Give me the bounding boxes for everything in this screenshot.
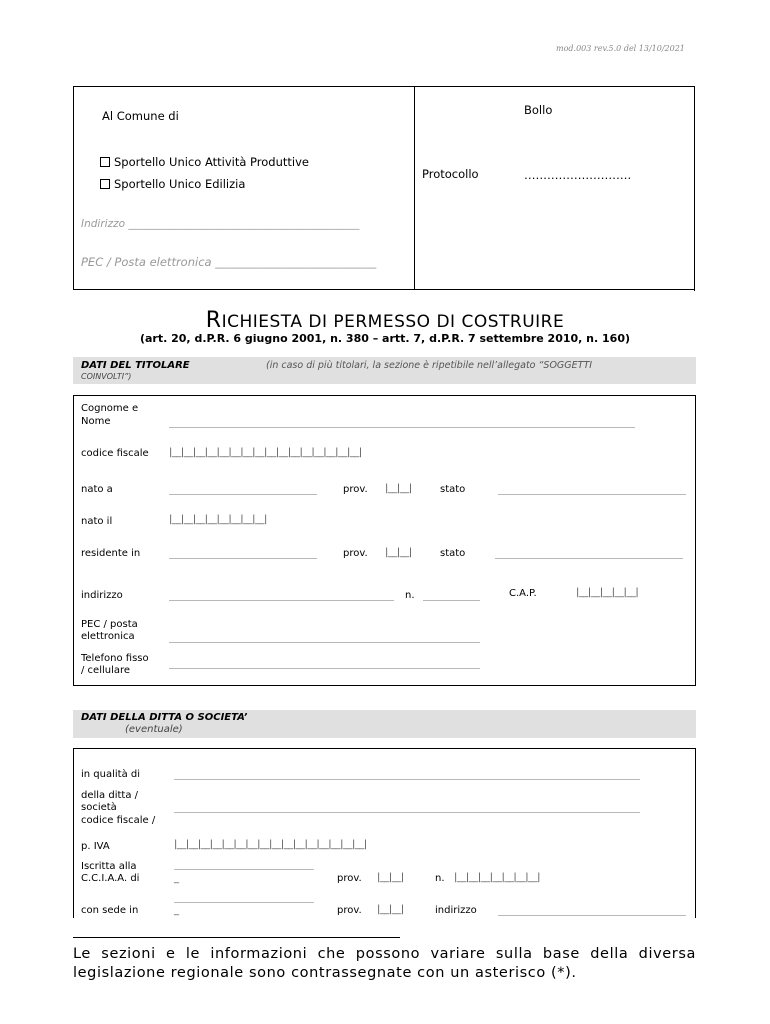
telefono-input[interactable] <box>169 668 480 669</box>
ditta-section-header <box>73 710 696 738</box>
nato-stato-input[interactable] <box>498 494 686 495</box>
ditta-heading: DATI DELLA DITTA O SOCIETA’ <box>81 712 248 723</box>
recipient-box-divider <box>414 87 415 290</box>
sede-label: con sede in <box>81 905 139 916</box>
piva-input[interactable]: |__|__|__|__|__|__|__|__|__|__|__|__|__|__|__|__| <box>174 839 367 850</box>
sede-indirizzo-label: indirizzo <box>435 905 477 916</box>
residente-label: residente in <box>81 548 141 559</box>
protocollo-label: Protocollo <box>422 167 479 181</box>
recipient-box <box>73 86 695 290</box>
pec-label-1: PEC / posta <box>81 619 138 630</box>
titolare-section-header <box>73 357 696 384</box>
sede-underscore: _ <box>174 905 179 916</box>
piva-label: p. IVA <box>81 841 110 852</box>
cciaa-prov-input[interactable]: |__|__| <box>377 872 404 883</box>
ditta-label-2: società <box>81 802 117 813</box>
cognome-label-2: Nome <box>81 416 111 427</box>
qualita-label: in qualità di <box>81 769 141 780</box>
title-rest: ICHIESTA DI PERMESSO DI COSTRUIRE <box>221 312 565 332</box>
document-subtitle: (art. 20, d.P.R. 6 giugno 2001, n. 380 – artt. 7, d.P.R. 7 settembre 2010, n. 160) <box>139 332 630 345</box>
titolare-note-cont: COINVOLTI”) <box>81 372 132 381</box>
telefono-label-1: Telefono fisso <box>81 653 149 664</box>
pec-label-2: elettronica <box>81 631 135 642</box>
cap-input[interactable]: |__|__|__|__|__| <box>576 587 639 598</box>
option-suap[interactable] <box>100 155 309 169</box>
nato-prov-input[interactable]: |__|__| <box>385 483 412 494</box>
codice-fiscale-label: codice fiscale <box>81 448 149 459</box>
nato-a-label: nato a <box>81 484 113 495</box>
nato-prov-label: prov. <box>343 484 368 495</box>
protocollo-field[interactable]: ………………………. <box>524 168 632 182</box>
title-initial: R <box>205 308 222 333</box>
nato-il-label: nato il <box>81 516 113 527</box>
sede-input[interactable] <box>174 902 314 903</box>
sede-indirizzo-input[interactable] <box>498 915 686 916</box>
ditta-box <box>73 748 696 918</box>
nato-stato-label: stato <box>440 484 466 495</box>
ditta-label-1: della ditta / <box>81 790 139 801</box>
cognome-input[interactable] <box>169 427 635 428</box>
pec-input[interactable] <box>169 642 480 643</box>
ditta-input[interactable] <box>174 812 640 813</box>
civico-label: n. <box>405 590 415 601</box>
cciaa-n-label: n. <box>435 873 445 884</box>
option-sue-label: Sportello Unico Edilizia <box>114 177 246 191</box>
nato-il-input[interactable]: |__|__|__|__|__|__|__|__| <box>169 514 267 525</box>
civico-input[interactable] <box>423 600 480 601</box>
bollo-label: Bollo <box>524 103 553 117</box>
titolare-box <box>73 395 696 686</box>
titolare-heading: DATI DEL TITOLARE <box>81 360 190 371</box>
option-sue[interactable] <box>100 177 245 191</box>
residente-prov-label: prov. <box>343 548 368 559</box>
cciaa-prov-label: prov. <box>337 873 362 884</box>
nato-a-input[interactable] <box>169 494 317 495</box>
footnote-line-1: Le sezioni e le informazioni che possono variare sulla base della diversa <box>73 946 696 962</box>
option-suap-label: Sportello Unico Attività Produttive <box>114 155 309 169</box>
residente-stato-input[interactable] <box>495 558 683 559</box>
codice-fiscale-input[interactable]: |__|__|__|__|__|__|__|__|__|__|__|__|__|__|__|__| <box>169 447 362 458</box>
ditta-label-3: codice fiscale / <box>81 815 156 826</box>
version-note: mod.003 rev.5.0 del 13/10/2021 <box>556 44 685 53</box>
pec-field[interactable]: PEC / Posta elettronica ____________________________ <box>81 255 377 269</box>
sue-checkbox[interactable] <box>100 179 110 189</box>
cciaa-label-1: Iscritta alla <box>81 861 137 872</box>
ditta-note: (eventuale) <box>125 724 183 735</box>
cciaa-n-input[interactable]: |__|__|__|__|__|__|__| <box>454 872 540 883</box>
titolare-note: (in caso di più titolari, la sezione è ripetibile nell’allegato “SOGGETTI <box>266 360 593 371</box>
cognome-label-1: Cognome e <box>81 403 139 414</box>
cciaa-underscore: _ <box>174 873 179 884</box>
indirizzo-input[interactable] <box>169 600 394 601</box>
sede-prov-label: prov. <box>337 905 362 916</box>
cciaa-label-2: C.C.I.A.A. di <box>81 873 140 884</box>
suap-checkbox[interactable] <box>100 157 110 167</box>
recipient-box-right-edge <box>694 87 695 291</box>
residente-stato-label: stato <box>440 548 466 559</box>
footnote-separator <box>73 937 400 938</box>
cap-label: C.A.P. <box>509 588 537 599</box>
document-title <box>0 308 770 333</box>
cciaa-input[interactable] <box>174 869 314 870</box>
telefono-label-2: / cellulare <box>81 665 131 676</box>
indirizzo-label: indirizzo <box>81 590 123 601</box>
residente-input[interactable] <box>169 558 317 559</box>
residente-prov-input[interactable]: |__|__| <box>385 547 412 558</box>
qualita-input[interactable] <box>174 779 640 780</box>
footnote-line-2: legislazione regionale sono contrassegnate con un asterisco (*). <box>73 965 577 981</box>
indirizzo-field[interactable]: Indirizzo ____________________________________________ <box>81 218 360 230</box>
sede-prov-input[interactable]: |__|__| <box>377 904 404 915</box>
footnote <box>73 945 696 983</box>
comune-label: Al Comune di <box>102 109 179 123</box>
